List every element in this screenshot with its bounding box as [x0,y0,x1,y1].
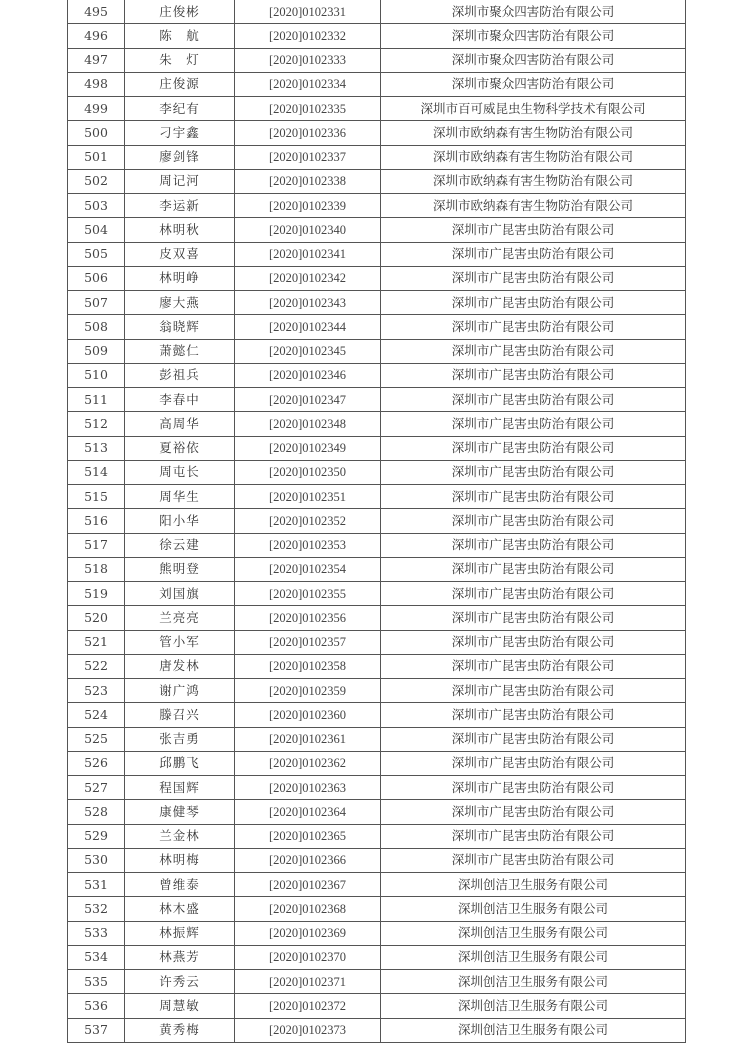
person-name-cell: 张吉勇 [125,727,235,751]
person-name-cell: 夏裕依 [125,436,235,460]
person-name-cell: 林明秋 [125,218,235,242]
person-name-cell: 庄俊源 [125,72,235,96]
row-number-cell: 511 [68,388,125,412]
row-number-cell: 496 [68,24,125,48]
company-name-cell: 深圳市广昆害虫防治有限公司 [381,460,686,484]
row-number-cell: 522 [68,654,125,678]
certificate-number-cell: [2020]0102371 [235,970,381,994]
company-name-cell: 深圳市广昆害虫防治有限公司 [381,242,686,266]
certificate-number-cell: [2020]0102338 [235,169,381,193]
table-row [68,654,686,678]
row-number-cell: 495 [68,0,125,24]
table-row [68,436,686,460]
company-name-cell: 深圳市广昆害虫防治有限公司 [381,751,686,775]
table-row [68,703,686,727]
certificate-number-cell: [2020]0102341 [235,242,381,266]
certificate-number-cell: [2020]0102368 [235,897,381,921]
table-row [68,169,686,193]
company-name-cell: 深圳市广昆害虫防治有限公司 [381,388,686,412]
company-name-cell: 深圳市欧纳森有害生物防治有限公司 [381,194,686,218]
person-name-cell: 管小军 [125,630,235,654]
person-name-cell: 滕召兴 [125,703,235,727]
row-number-cell: 518 [68,557,125,581]
person-name-cell: 周慧敏 [125,994,235,1018]
company-name-cell: 深圳市广昆害虫防治有限公司 [381,727,686,751]
table-row [68,97,686,121]
company-name-cell: 深圳市聚众四害防治有限公司 [381,48,686,72]
certificate-roster-table [67,0,686,1043]
person-name-cell: 朱 灯 [125,48,235,72]
row-number-cell: 526 [68,751,125,775]
row-number-cell: 503 [68,194,125,218]
company-name-cell: 深圳市聚众四害防治有限公司 [381,72,686,96]
table-row [68,509,686,533]
certificate-number-cell: [2020]0102340 [235,218,381,242]
row-number-cell: 528 [68,800,125,824]
row-number-cell: 525 [68,727,125,751]
certificate-number-cell: [2020]0102346 [235,363,381,387]
table-row [68,606,686,630]
table-row [68,48,686,72]
person-name-cell: 刘国旗 [125,582,235,606]
table-row [68,848,686,872]
company-name-cell: 深圳市广昆害虫防治有限公司 [381,582,686,606]
certificate-number-cell: [2020]0102331 [235,0,381,24]
person-name-cell: 林明峥 [125,266,235,290]
row-number-cell: 519 [68,582,125,606]
person-name-cell: 徐云建 [125,533,235,557]
person-name-cell: 熊明登 [125,557,235,581]
company-name-cell: 深圳创洁卫生服务有限公司 [381,1018,686,1042]
table-row [68,412,686,436]
table-row [68,121,686,145]
company-name-cell: 深圳创洁卫生服务有限公司 [381,921,686,945]
company-name-cell: 深圳市广昆害虫防治有限公司 [381,800,686,824]
certificate-number-cell: [2020]0102360 [235,703,381,727]
person-name-cell: 阳小华 [125,509,235,533]
table-row [68,72,686,96]
row-number-cell: 509 [68,339,125,363]
row-number-cell: 533 [68,921,125,945]
certificate-number-cell: [2020]0102335 [235,97,381,121]
company-name-cell: 深圳市广昆害虫防治有限公司 [381,533,686,557]
certificate-number-cell: [2020]0102366 [235,848,381,872]
table-row [68,582,686,606]
company-name-cell: 深圳市欧纳森有害生物防治有限公司 [381,145,686,169]
table-row [68,921,686,945]
person-name-cell: 程国辉 [125,776,235,800]
row-number-cell: 510 [68,363,125,387]
certificate-number-cell: [2020]0102354 [235,557,381,581]
table-row [68,339,686,363]
person-name-cell: 黄秀梅 [125,1018,235,1042]
table-row [68,485,686,509]
table-row [68,315,686,339]
person-name-cell: 庄俊彬 [125,0,235,24]
company-name-cell: 深圳市广昆害虫防治有限公司 [381,339,686,363]
person-name-cell: 廖大燕 [125,291,235,315]
company-name-cell: 深圳市广昆害虫防治有限公司 [381,606,686,630]
certificate-number-cell: [2020]0102363 [235,776,381,800]
person-name-cell: 周华生 [125,485,235,509]
table-row [68,24,686,48]
table-row [68,897,686,921]
row-number-cell: 499 [68,97,125,121]
table-row [68,945,686,969]
certificate-number-cell: [2020]0102372 [235,994,381,1018]
certificate-number-cell: [2020]0102359 [235,679,381,703]
roster-table-body [68,0,686,1042]
certificate-number-cell: [2020]0102345 [235,339,381,363]
certificate-number-cell: [2020]0102333 [235,48,381,72]
table-row [68,751,686,775]
person-name-cell: 邱鹏飞 [125,751,235,775]
certificate-number-cell: [2020]0102349 [235,436,381,460]
company-name-cell: 深圳市广昆害虫防治有限公司 [381,557,686,581]
person-name-cell: 萧懿仁 [125,339,235,363]
certificate-number-cell: [2020]0102362 [235,751,381,775]
person-name-cell: 周记河 [125,169,235,193]
company-name-cell: 深圳创洁卫生服务有限公司 [381,897,686,921]
table-row [68,679,686,703]
row-number-cell: 517 [68,533,125,557]
certificate-number-cell: [2020]0102356 [235,606,381,630]
row-number-cell: 508 [68,315,125,339]
company-name-cell: 深圳创洁卫生服务有限公司 [381,994,686,1018]
certificate-number-cell: [2020]0102342 [235,266,381,290]
person-name-cell: 兰亮亮 [125,606,235,630]
row-number-cell: 507 [68,291,125,315]
company-name-cell: 深圳市广昆害虫防治有限公司 [381,679,686,703]
row-number-cell: 516 [68,509,125,533]
certificate-number-cell: [2020]0102353 [235,533,381,557]
row-number-cell: 504 [68,218,125,242]
person-name-cell: 周屯长 [125,460,235,484]
row-number-cell: 514 [68,460,125,484]
certificate-number-cell: [2020]0102373 [235,1018,381,1042]
table-row [68,460,686,484]
certificate-number-cell: [2020]0102332 [235,24,381,48]
person-name-cell: 林木盛 [125,897,235,921]
certificate-number-cell: [2020]0102336 [235,121,381,145]
row-number-cell: 537 [68,1018,125,1042]
company-name-cell: 深圳创洁卫生服务有限公司 [381,873,686,897]
company-name-cell: 深圳市广昆害虫防治有限公司 [381,291,686,315]
row-number-cell: 501 [68,145,125,169]
certificate-number-cell: [2020]0102361 [235,727,381,751]
table-row [68,242,686,266]
certificate-number-cell: [2020]0102343 [235,291,381,315]
row-number-cell: 513 [68,436,125,460]
person-name-cell: 林燕芳 [125,945,235,969]
certificate-number-cell: [2020]0102351 [235,485,381,509]
row-number-cell: 524 [68,703,125,727]
certificate-number-cell: [2020]0102352 [235,509,381,533]
company-name-cell: 深圳市广昆害虫防治有限公司 [381,509,686,533]
table-row [68,970,686,994]
person-name-cell: 高周华 [125,412,235,436]
table-row [68,824,686,848]
table-row [68,727,686,751]
table-row [68,873,686,897]
company-name-cell: 深圳市广昆害虫防治有限公司 [381,654,686,678]
person-name-cell: 兰金林 [125,824,235,848]
person-name-cell: 李运新 [125,194,235,218]
row-number-cell: 523 [68,679,125,703]
certificate-number-cell: [2020]0102367 [235,873,381,897]
company-name-cell: 深圳市百可威昆虫生物科学技术有限公司 [381,97,686,121]
certificate-number-cell: [2020]0102350 [235,460,381,484]
table-row [68,291,686,315]
company-name-cell: 深圳市广昆害虫防治有限公司 [381,363,686,387]
table-row [68,0,686,24]
certificate-number-cell: [2020]0102344 [235,315,381,339]
company-name-cell: 深圳市广昆害虫防治有限公司 [381,436,686,460]
row-number-cell: 498 [68,72,125,96]
company-name-cell: 深圳市广昆害虫防治有限公司 [381,412,686,436]
company-name-cell: 深圳市聚众四害防治有限公司 [381,24,686,48]
row-number-cell: 527 [68,776,125,800]
row-number-cell: 520 [68,606,125,630]
company-name-cell: 深圳市广昆害虫防治有限公司 [381,485,686,509]
person-name-cell: 李纪有 [125,97,235,121]
person-name-cell: 康健琴 [125,800,235,824]
certificate-number-cell: [2020]0102334 [235,72,381,96]
row-number-cell: 531 [68,873,125,897]
company-name-cell: 深圳创洁卫生服务有限公司 [381,945,686,969]
person-name-cell: 唐发林 [125,654,235,678]
company-name-cell: 深圳市广昆害虫防治有限公司 [381,824,686,848]
row-number-cell: 532 [68,897,125,921]
row-number-cell: 534 [68,945,125,969]
table-row [68,630,686,654]
company-name-cell: 深圳市广昆害虫防治有限公司 [381,848,686,872]
certificate-number-cell: [2020]0102358 [235,654,381,678]
table-row [68,218,686,242]
company-name-cell: 深圳市广昆害虫防治有限公司 [381,315,686,339]
row-number-cell: 506 [68,266,125,290]
person-name-cell: 陈 航 [125,24,235,48]
table-row [68,557,686,581]
table-row [68,388,686,412]
person-name-cell: 谢广鸿 [125,679,235,703]
table-row [68,194,686,218]
company-name-cell: 深圳市广昆害虫防治有限公司 [381,776,686,800]
company-name-cell: 深圳市欧纳森有害生物防治有限公司 [381,121,686,145]
table-row [68,266,686,290]
person-name-cell: 许秀云 [125,970,235,994]
company-name-cell: 深圳创洁卫生服务有限公司 [381,970,686,994]
certificate-number-cell: [2020]0102347 [235,388,381,412]
row-number-cell: 515 [68,485,125,509]
row-number-cell: 512 [68,412,125,436]
certificate-number-cell: [2020]0102364 [235,800,381,824]
certificate-number-cell: [2020]0102357 [235,630,381,654]
person-name-cell: 彭祖兵 [125,363,235,387]
row-number-cell: 505 [68,242,125,266]
person-name-cell: 李春中 [125,388,235,412]
certificate-number-cell: [2020]0102370 [235,945,381,969]
certificate-number-cell: [2020]0102355 [235,582,381,606]
table-row [68,1018,686,1042]
person-name-cell: 林明梅 [125,848,235,872]
table-row [68,800,686,824]
company-name-cell: 深圳市聚众四害防治有限公司 [381,0,686,24]
person-name-cell: 廖剑锋 [125,145,235,169]
row-number-cell: 535 [68,970,125,994]
person-name-cell: 皮双喜 [125,242,235,266]
row-number-cell: 521 [68,630,125,654]
company-name-cell: 深圳市广昆害虫防治有限公司 [381,266,686,290]
company-name-cell: 深圳市欧纳森有害生物防治有限公司 [381,169,686,193]
certificate-number-cell: [2020]0102369 [235,921,381,945]
table-row [68,533,686,557]
certificate-number-cell: [2020]0102365 [235,824,381,848]
table-row [68,776,686,800]
row-number-cell: 502 [68,169,125,193]
company-name-cell: 深圳市广昆害虫防治有限公司 [381,703,686,727]
company-name-cell: 深圳市广昆害虫防治有限公司 [381,218,686,242]
certificate-number-cell: [2020]0102348 [235,412,381,436]
row-number-cell: 530 [68,848,125,872]
table-row [68,145,686,169]
row-number-cell: 536 [68,994,125,1018]
person-name-cell: 刁宇鑫 [125,121,235,145]
row-number-cell: 529 [68,824,125,848]
table-row [68,994,686,1018]
person-name-cell: 曾维泰 [125,873,235,897]
table-row [68,363,686,387]
certificate-number-cell: [2020]0102337 [235,145,381,169]
person-name-cell: 林振辉 [125,921,235,945]
company-name-cell: 深圳市广昆害虫防治有限公司 [381,630,686,654]
certificate-number-cell: [2020]0102339 [235,194,381,218]
row-number-cell: 497 [68,48,125,72]
person-name-cell: 翁晓辉 [125,315,235,339]
row-number-cell: 500 [68,121,125,145]
